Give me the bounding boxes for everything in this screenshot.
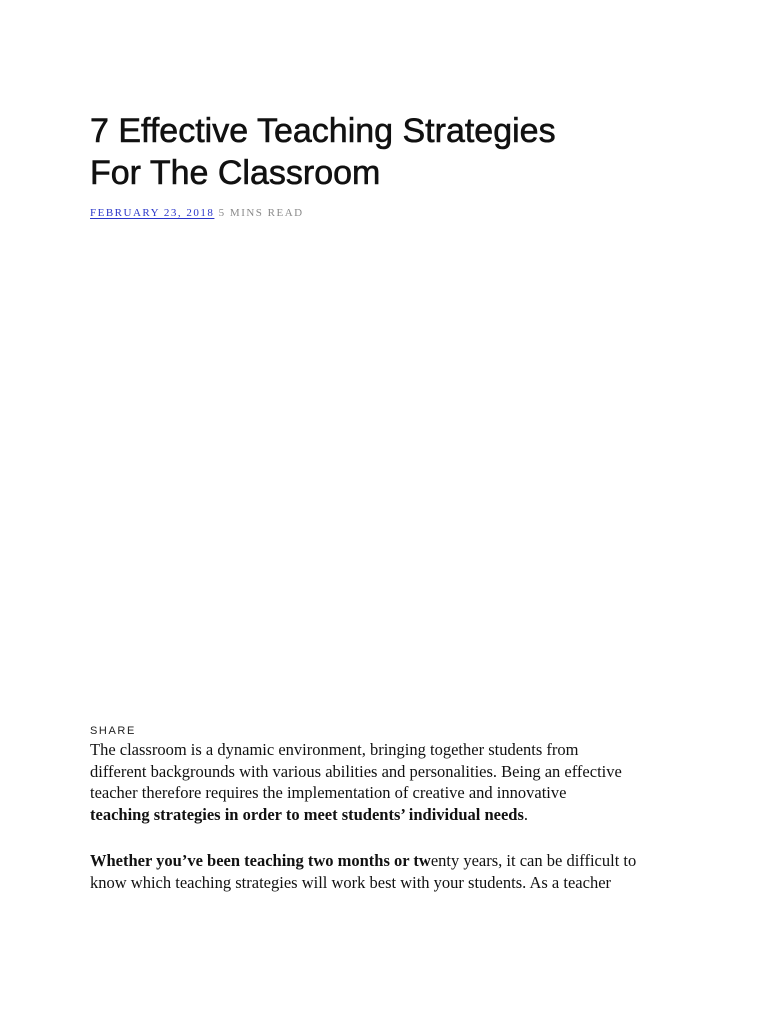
article-title	[90, 110, 690, 194]
bold-phrase: Whether you’ve been teaching two months or tw	[90, 851, 431, 870]
line-end: .	[523, 804, 528, 824]
paragraph-line	[90, 850, 690, 872]
featured-image-area	[90, 240, 690, 710]
article-meta	[90, 207, 304, 219]
publish-date-link[interactable]: FEBRUARY 23, 2018	[90, 207, 215, 219]
share-label[interactable]: SHARE	[90, 725, 136, 737]
paragraph-line: teacher therefore requires the implementation of creative and innovative	[90, 783, 567, 802]
line-rest: enty years, it can be difficult to	[430, 851, 637, 870]
read-time: 5 MINS READ	[218, 207, 304, 219]
paragraph-line: different backgrounds with various abilities and personalities. Being an effective	[90, 761, 622, 781]
paragraph-line: The classroom is a dynamic environment, bringing together students from	[90, 740, 579, 759]
paragraph-line	[90, 804, 690, 826]
title-line: 7 Effective Teaching Strategies	[90, 112, 556, 150]
bold-phrase: teaching strategies in order to meet students’ individual needs	[90, 804, 524, 824]
paragraph-second	[90, 850, 690, 893]
title-line: For The Classroom	[90, 154, 381, 192]
paragraph-line: know which teaching strategies will work best with your students. As a teacher	[90, 872, 612, 892]
paragraph-intro	[90, 739, 690, 825]
